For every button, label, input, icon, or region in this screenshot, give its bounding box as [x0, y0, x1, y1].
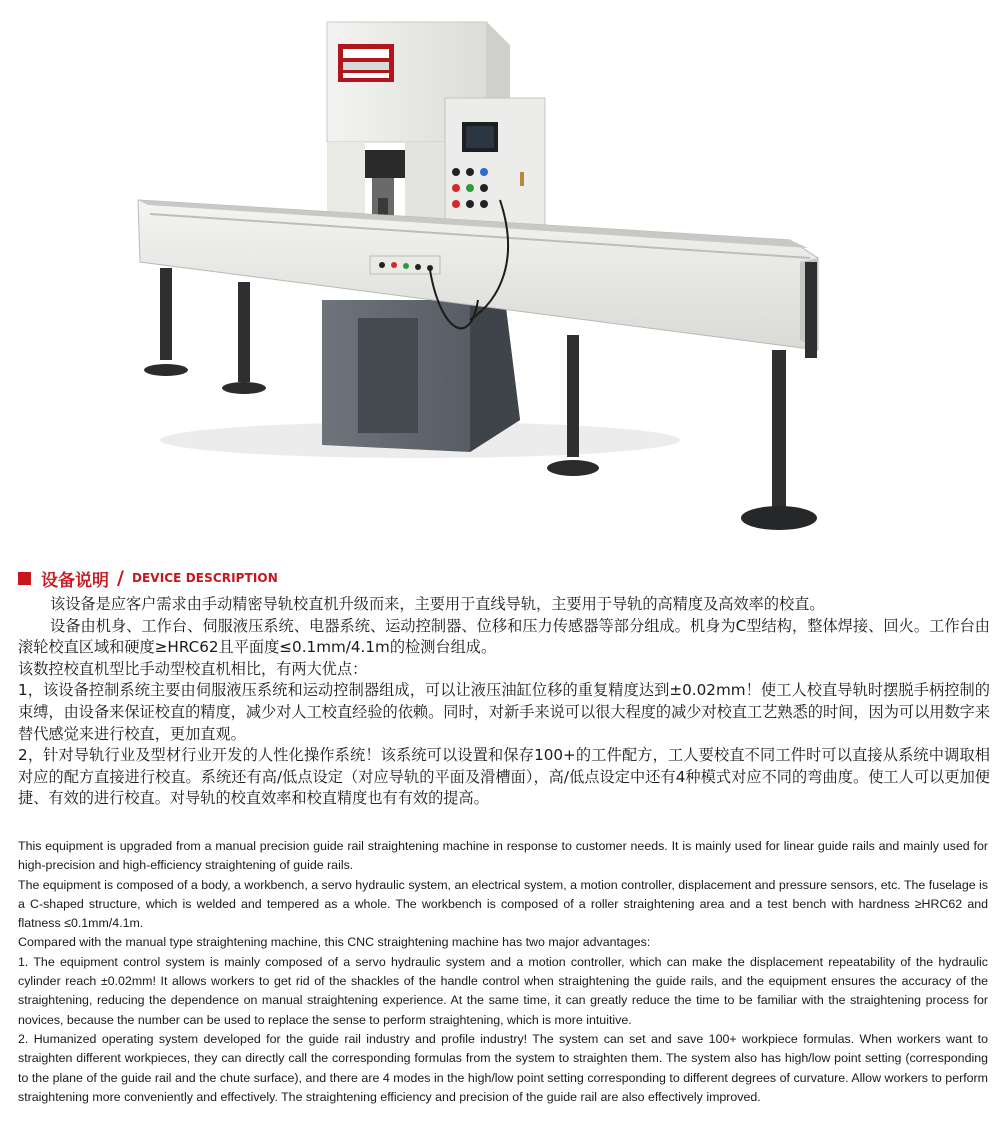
machine-photo — [0, 0, 1000, 560]
chinese-description — [18, 594, 990, 810]
heading-separator: / — [117, 567, 124, 589]
section-heading — [18, 566, 278, 590]
heading-square-icon — [18, 572, 31, 585]
heading-title-cn: 设备说明 — [41, 570, 109, 591]
cn-paragraph-intro: 该设备是应客户需求由手动精密导轨校直机升级而来，主要用于直线导轨，主要用于导轨的高精度及高效率的校直。 — [50, 595, 825, 613]
en-paragraph-point-2: 2. Humanized operating system developed for the guide rail industry and profile industry! The system can set and save 100+ workpiece formulas. When workers want to straighten different workpieces, they can directly call the corresponding formulas from the system to straighten them. The system also has high/low point setting (corresponding to the plane of the guide rail and the chute surface), and there are 4 modes in the high/low point setting corresponding to different degrees of curvature. Allow workers to perform straightening more conveniently and effectively. The straightening efficiency and precision of the guide rail are also effectively improved. — [18, 1031, 988, 1104]
en-paragraph-intro: This equipment is upgraded from a manual precision guide rail straightening machine in response to customer needs. It is mainly used for linear guide rails and mainly used for high-precision and high-efficiency straightening of guide rails. — [18, 839, 988, 873]
cn-paragraph-composition: 设备由机身、工作台、伺服液压系统、电器系统、运动控制器、位移和压力传感器等部分组成。机身为C型结构，整体焊接、回火。工作台由滚轮校直区域和硬度≥HRC62且平面度≤0.1mm/4.1m的检测台组成。 — [18, 616, 990, 657]
en-paragraph-composition: The equipment is composed of a body, a workbench, a servo hydraulic system, an electrical system, a motion controller, displacement and pressure sensors, etc. The fuselage is a C-shaped structure, which is welded and tempered as a whole. The workbench is composed of a roller straightening area and a test bench with hardness ≥HRC62 and flatness ≤0.1mm/4.1m. — [18, 877, 988, 931]
straightening-machine-illustration — [0, 0, 1000, 560]
cn-paragraph-point-2: 2，针对导轨行业及型材行业开发的人性化操作系统！该系统可以设置和保存100+的工件配方，工人要校直不同工件时可以直接从系统中调取相对应的配方直接进行校直。系统还有高/低点设定（对应导轨的平面及滑槽面），高/低点设定中还有4种模式对应不同的弯曲度。使工人可以更加便捷、有效的进行校直。对导轨的校直效率和校直精度也有有效的提高。 — [18, 746, 990, 808]
control-cabinet — [445, 98, 545, 228]
heading-title-en: DEVICE DESCRIPTION — [131, 571, 278, 585]
machine-base — [322, 300, 520, 452]
en-paragraph-point-1: 1. The equipment control system is mainly composed of a servo hydraulic system and a motion controller, which can make the displacement repeatability of the hydraulic cylinder reach ±0.02mm! It allows workers to get rid of the shackles of the handle control when straightening the guide rails, and the equipment ensures the accuracy of the straightening, reducing the dependence on manual straightening experience. At the same time, it can greatly reduce the time to be familiar with the straightening process for novices, because the number can be used to replace the sense to perform straightening, which is more intuitive. — [18, 954, 988, 1027]
cn-paragraph-point-1: 1，该设备控制系统主要由伺服液压系统和运动控制器组成，可以让液压油缸位移的重复精度达到±0.02mm！使工人校直导轨时摆脱手柄控制的束缚，由设备来保证校直的精度，减少对人工校直经验的依赖。同时，对新手来说可以很大程度的减少对校直工艺熟悉的时间，因为可以用数字来替代感觉来进行校直，更加直观。 — [18, 681, 990, 743]
en-paragraph-advantages: Compared with the manual type straightening machine, this CNC straightening machine has two major advantages: — [18, 935, 651, 950]
english-description — [18, 837, 988, 1107]
cn-paragraph-advantages: 该数控校直机型比手动型校直机相比，有两大优点： — [18, 659, 368, 678]
